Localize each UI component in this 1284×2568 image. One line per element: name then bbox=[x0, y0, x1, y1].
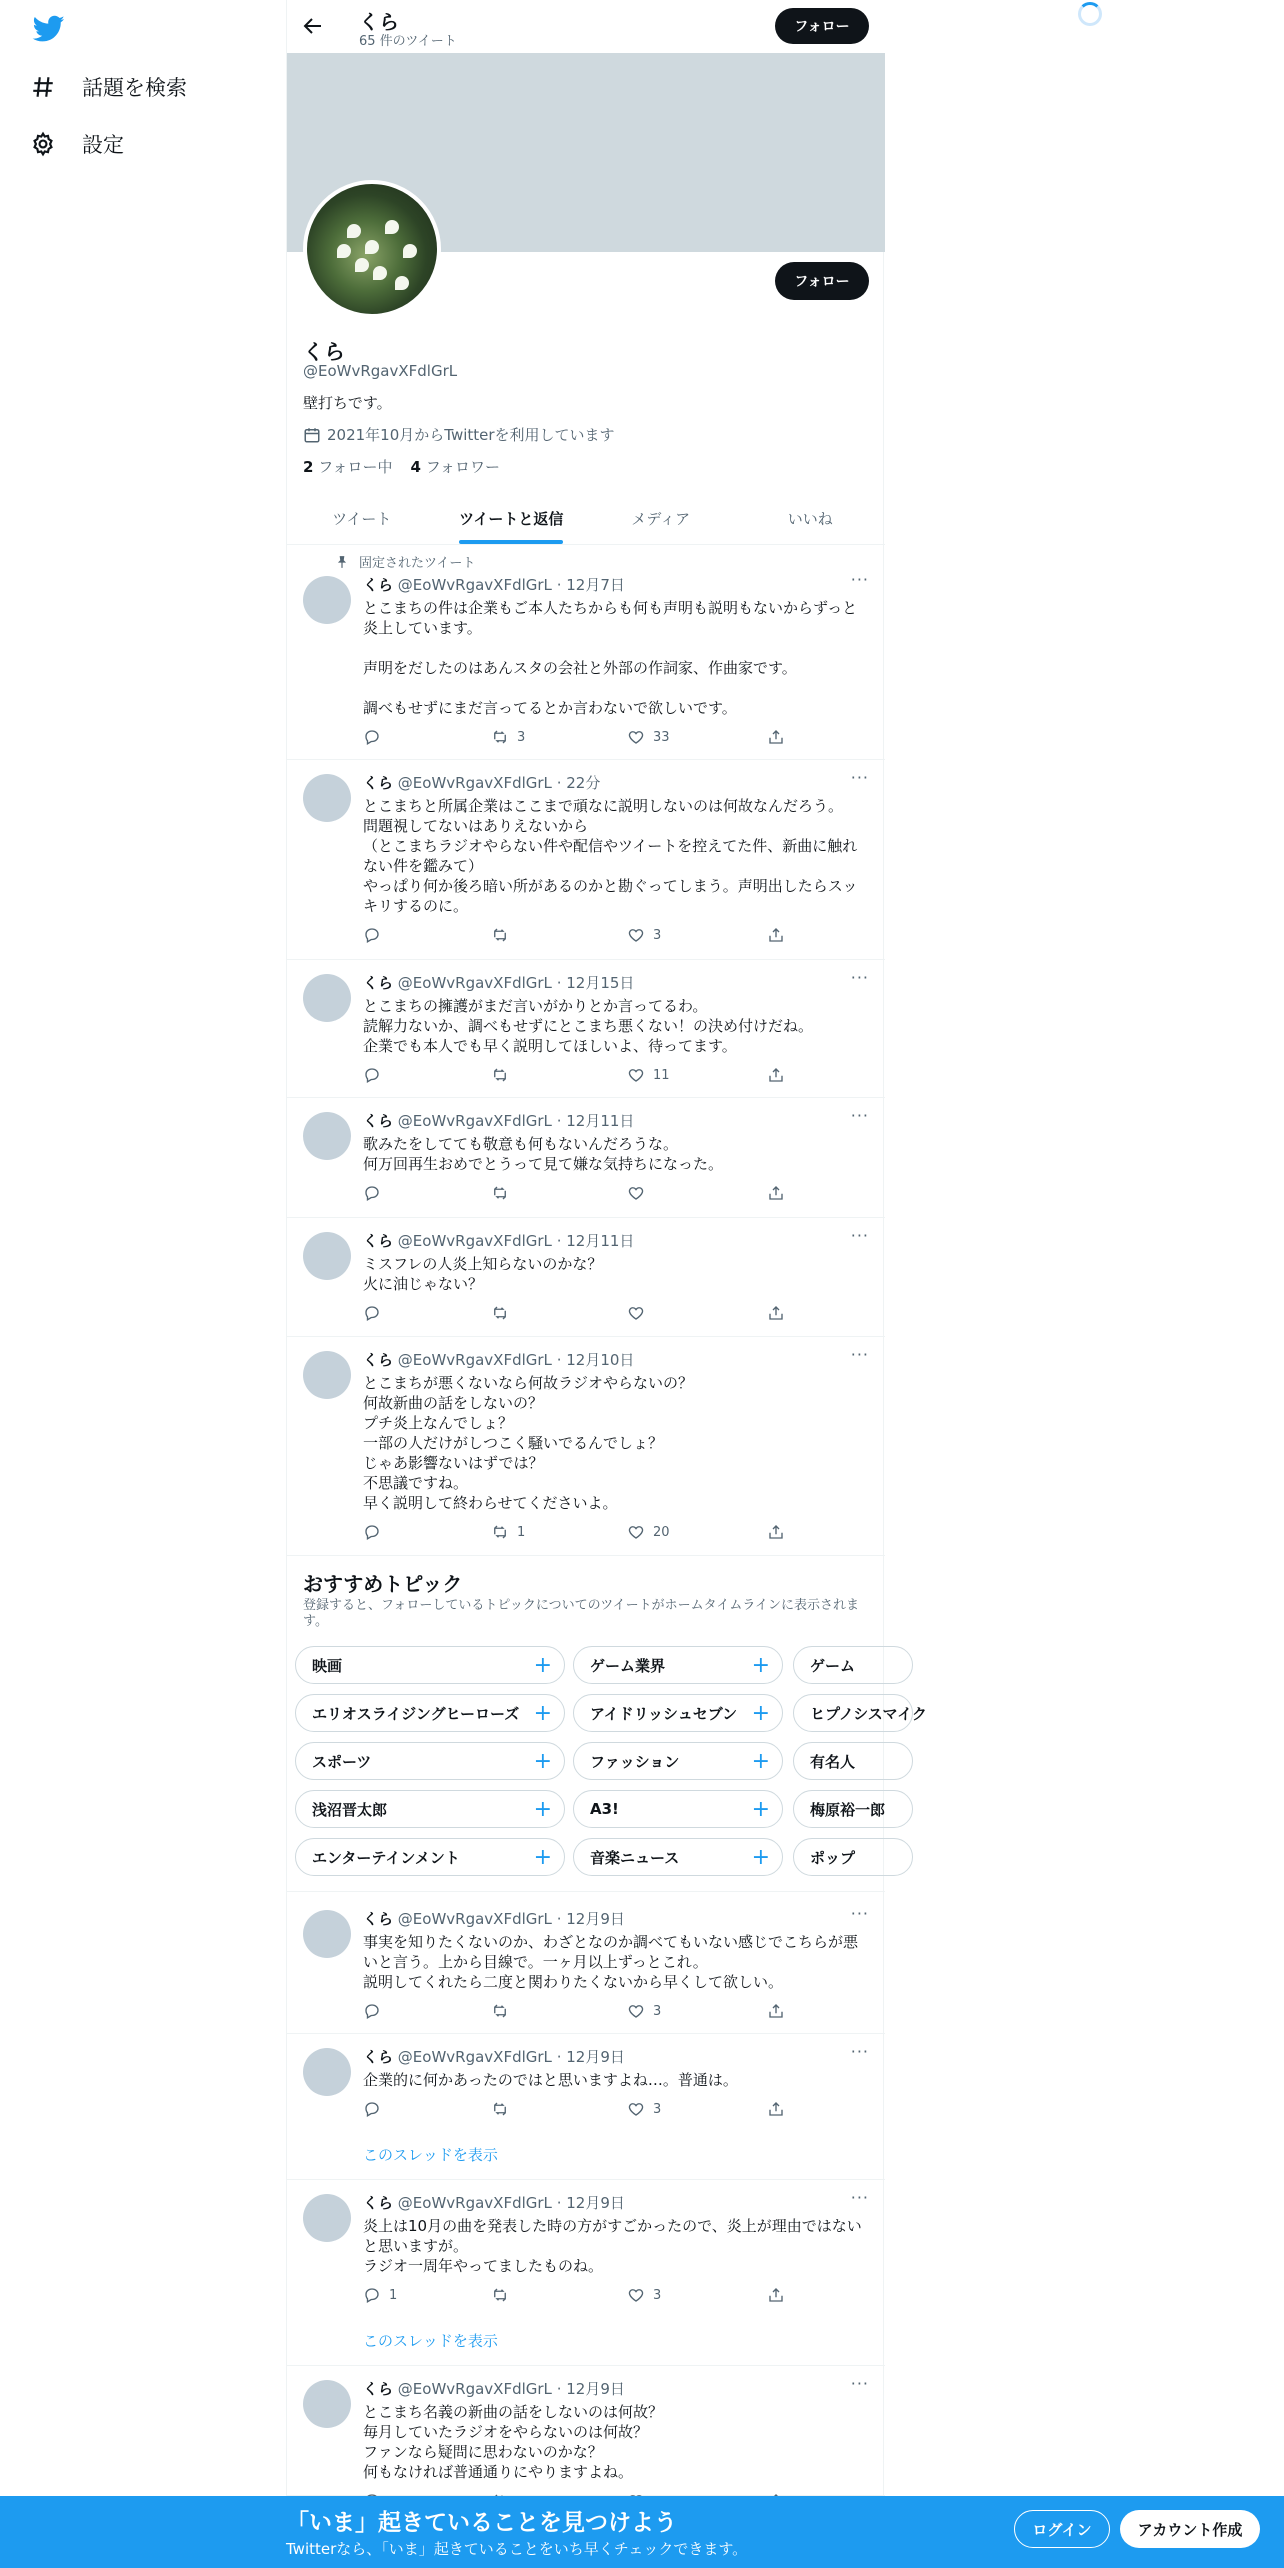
tweet-actions bbox=[363, 2286, 793, 2306]
tweet-header: くら @EoWvRgavXFdlGrL · 12月9日 bbox=[363, 1910, 625, 1928]
plus-icon: + bbox=[533, 1652, 552, 1678]
reply-button[interactable] bbox=[363, 926, 389, 944]
tweet-author-name[interactable]: くら bbox=[363, 1910, 394, 1928]
like-count: 11 bbox=[653, 1067, 670, 1083]
retweet-button[interactable] bbox=[491, 728, 525, 746]
followers-link[interactable] bbox=[410, 456, 499, 477]
tweet-header: くら @EoWvRgavXFdlGrL · 12月15日 bbox=[363, 974, 635, 992]
reply-icon bbox=[363, 1523, 381, 1541]
nav-settings[interactable] bbox=[30, 119, 124, 169]
topic-chip[interactable] bbox=[295, 1694, 565, 1732]
profile-joined-text: 2021年10月からTwitterを利用しています bbox=[327, 426, 615, 444]
reply-icon bbox=[363, 728, 381, 746]
topic-chip-label: 有名人 bbox=[810, 1752, 856, 1771]
tweet-actions bbox=[363, 1523, 793, 1543]
reply-icon bbox=[363, 1184, 381, 1202]
banner-title: 「いま」起きていることを見つけよう bbox=[286, 2510, 677, 2536]
heart-icon bbox=[627, 1523, 645, 1541]
plus-icon: + bbox=[751, 1700, 770, 1726]
tweet-avatar[interactable] bbox=[303, 1351, 351, 1399]
topic-chip-label: スポーツ bbox=[312, 1752, 372, 1771]
retweet-icon bbox=[491, 926, 509, 944]
like-button[interactable] bbox=[627, 1066, 670, 1084]
tweet-author-handle[interactable]: @EoWvRgavXFdlGrL bbox=[397, 2380, 552, 2398]
tweet-actions bbox=[363, 926, 793, 946]
topic-chip[interactable] bbox=[793, 1742, 913, 1780]
retweet-icon bbox=[491, 1304, 509, 1322]
like-button[interactable] bbox=[627, 2286, 661, 2304]
retweet-button[interactable] bbox=[491, 1523, 525, 1541]
reply-icon bbox=[363, 1304, 381, 1322]
topic-chip-label: ゲーム業界 bbox=[590, 1656, 666, 1675]
topic-chip[interactable] bbox=[573, 1742, 783, 1780]
hashtag-icon bbox=[30, 74, 56, 100]
heart-icon bbox=[627, 2002, 645, 2020]
tweet-author-name[interactable]: くら bbox=[363, 1351, 394, 1369]
tweet-author-name[interactable]: くら bbox=[363, 974, 394, 992]
topic-chip[interactable] bbox=[573, 1646, 783, 1684]
tweet-author-handle[interactable]: @EoWvRgavXFdlGrL bbox=[397, 2194, 552, 2212]
tweet-author-name[interactable]: くら bbox=[363, 774, 394, 792]
tweet-author-handle[interactable]: @EoWvRgavXFdlGrL bbox=[397, 1112, 552, 1130]
profile-header-bar bbox=[287, 0, 885, 53]
gear-icon bbox=[30, 131, 56, 157]
tweet-time[interactable]: 12月11日 bbox=[566, 1232, 635, 1250]
tweet-actions bbox=[363, 2002, 793, 2022]
topics-title: おすすめトピック bbox=[303, 1572, 463, 1596]
tweet-avatar[interactable] bbox=[303, 2048, 351, 2096]
topic-chip[interactable] bbox=[295, 1790, 565, 1828]
tweet-time[interactable]: 12月15日 bbox=[566, 974, 635, 992]
tweet-header: くら @EoWvRgavXFdlGrL · 12月11日 bbox=[363, 1232, 635, 1250]
tweet-author-handle[interactable]: @EoWvRgavXFdlGrL bbox=[397, 774, 552, 792]
tweet-actions bbox=[363, 1066, 793, 1086]
share-button[interactable] bbox=[767, 1523, 785, 1541]
tweet-time[interactable]: 12月9日 bbox=[566, 2194, 625, 2212]
topic-chip[interactable] bbox=[793, 1790, 913, 1828]
tweet-avatar[interactable] bbox=[303, 2380, 351, 2428]
share-button[interactable] bbox=[767, 1304, 785, 1322]
like-count: 3 bbox=[653, 2003, 662, 2019]
following-count: 2 bbox=[303, 458, 314, 476]
share-icon bbox=[767, 1304, 785, 1322]
tweet-header: くら @EoWvRgavXFdlGrL · 22分 bbox=[363, 774, 601, 792]
topic-chip[interactable] bbox=[573, 1838, 783, 1876]
show-thread-link[interactable]: このスレッドを表示 bbox=[363, 2146, 498, 2164]
tweet[interactable] bbox=[287, 2034, 885, 2180]
topic-chip-label: ポップ bbox=[810, 1848, 856, 1867]
like-count: 3 bbox=[653, 927, 662, 943]
topic-chip[interactable] bbox=[793, 1838, 913, 1876]
tweet-time[interactable]: 22分 bbox=[566, 774, 601, 792]
header-name: くら bbox=[359, 10, 399, 34]
tweet-header: くら @EoWvRgavXFdlGrL · 12月7日 bbox=[363, 576, 625, 594]
share-icon bbox=[767, 1184, 785, 1202]
tweet-header: くら @EoWvRgavXFdlGrL · 12月9日 bbox=[363, 2194, 625, 2212]
topic-chip-label: エンターテインメント bbox=[312, 1848, 460, 1867]
share-icon bbox=[767, 1523, 785, 1541]
tab-tweets[interactable]: ツイート bbox=[332, 509, 392, 528]
nav-settings-label: 設定 bbox=[82, 133, 124, 157]
tweet-text: とこまちの擁護がまだ言いがかりとか言ってるわ。 読解力ないか、調べもせずにとこまち悪くない！の決め付けだね。 企業でも本人でも早く説明してほしいよ、待ってます。 bbox=[363, 997, 814, 1055]
heart-icon bbox=[627, 2286, 645, 2304]
share-button[interactable] bbox=[767, 2002, 785, 2020]
share-icon bbox=[767, 926, 785, 944]
tweet-actions bbox=[363, 2100, 793, 2120]
more-icon[interactable]: ··· bbox=[850, 1106, 869, 1125]
share-icon bbox=[767, 1066, 785, 1084]
reply-button[interactable] bbox=[363, 1304, 389, 1322]
tweet[interactable] bbox=[287, 960, 885, 1098]
tweet-avatar[interactable] bbox=[303, 576, 351, 624]
tweet-avatar[interactable] bbox=[303, 1112, 351, 1160]
retweet-icon bbox=[491, 2100, 509, 2118]
loading-spinner-icon bbox=[1078, 2, 1102, 26]
recommended-topics bbox=[287, 1556, 927, 1892]
share-icon bbox=[767, 2100, 785, 2118]
tweet[interactable] bbox=[287, 1896, 885, 2034]
tweet-header: くら @EoWvRgavXFdlGrL · 12月10日 bbox=[363, 1351, 635, 1369]
topic-chip-label: 浅沼晋太郎 bbox=[312, 1800, 388, 1819]
plus-icon: + bbox=[533, 1796, 552, 1822]
tweet-time[interactable]: 12月10日 bbox=[566, 1351, 635, 1369]
like-button[interactable] bbox=[627, 1523, 670, 1541]
reply-icon bbox=[363, 2100, 381, 2118]
reply-button[interactable] bbox=[363, 1523, 389, 1541]
tweet-author-handle[interactable]: @EoWvRgavXFdlGrL bbox=[397, 2048, 552, 2066]
share-icon bbox=[767, 2002, 785, 2020]
tweet-actions bbox=[363, 1184, 793, 1204]
tab-likes[interactable]: いいね bbox=[787, 509, 833, 528]
like-button[interactable] bbox=[627, 1304, 653, 1322]
more-icon[interactable]: ··· bbox=[850, 768, 869, 787]
tab-media[interactable]: メディア bbox=[631, 509, 691, 528]
heart-icon bbox=[627, 728, 645, 746]
tweet[interactable] bbox=[287, 2180, 885, 2366]
plus-icon: + bbox=[751, 1796, 770, 1822]
topic-chip-label: ファッション bbox=[590, 1752, 680, 1771]
retweet-button[interactable] bbox=[491, 1184, 517, 1202]
tweet-text: とこまちと所属企業はここまで頑なに説明しないのは何故なんだろう。 問題視してないはありえないから （とこまちラジオやらない件や配信やツイートを控えてた件、新曲に触れない件を鑑みて） やっぱり何か後ろ暗い所があるのかと勘ぐってしまう。声明出したらスッキリするのに。 bbox=[363, 797, 858, 915]
tweet[interactable] bbox=[287, 2366, 885, 2496]
more-icon[interactable]: ··· bbox=[850, 1904, 869, 1923]
following-link[interactable] bbox=[303, 456, 392, 477]
following-label: フォロー中 bbox=[318, 458, 393, 476]
tweet-text: とこまちの件は企業もご本人たちからも何も声明も説明もないからずっと炎上しています。 声明をだしたのはあんスタの会社と外部の作詞家、作曲家です。 調べもせずにまだ言ってるとか言わないで欲しいです。 bbox=[363, 599, 858, 717]
plus-icon: + bbox=[751, 1652, 770, 1678]
heart-icon bbox=[627, 926, 645, 944]
like-button[interactable] bbox=[627, 1184, 653, 1202]
pinned-label: 固定されたツイート bbox=[359, 556, 476, 571]
tweet-text: 企業的に何かあったのではと思いますよね…。普通は。 bbox=[363, 2071, 738, 2089]
share-button[interactable] bbox=[767, 1066, 785, 1084]
retweet-button[interactable] bbox=[491, 1066, 517, 1084]
retweet-button[interactable] bbox=[491, 2100, 517, 2118]
profile-tabs bbox=[287, 492, 885, 545]
tweet-author-handle[interactable]: @EoWvRgavXFdlGrL bbox=[397, 1910, 552, 1928]
tweet-text: 事実を知りたくないのか、わざとなのか調べてもいない感じでこちらが悪いと言う。上から目線で。一ヶ月以上ずっとこれ。 説明してくれたら二度と関わりたくないから早くして欲しい。 bbox=[363, 1933, 859, 1991]
topic-chip[interactable] bbox=[573, 1694, 783, 1732]
topic-chip[interactable] bbox=[793, 1694, 927, 1732]
reply-button[interactable] bbox=[363, 2002, 389, 2020]
retweet-icon bbox=[491, 2002, 509, 2020]
tweet-author-handle[interactable]: @EoWvRgavXFdlGrL bbox=[397, 974, 552, 992]
topic-chip-label: ヒプノシスマイク bbox=[810, 1704, 927, 1723]
topic-chip[interactable] bbox=[295, 1646, 565, 1684]
retweet-icon bbox=[491, 1066, 509, 1084]
plus-icon: + bbox=[533, 1844, 552, 1870]
like-count: 33 bbox=[653, 729, 670, 745]
reply-icon bbox=[363, 2286, 381, 2304]
topic-chip[interactable] bbox=[295, 1838, 565, 1876]
tweet-avatar[interactable] bbox=[303, 1232, 351, 1280]
retweet-button[interactable] bbox=[491, 2002, 517, 2020]
share-icon bbox=[767, 728, 785, 746]
heart-icon bbox=[627, 1184, 645, 1202]
retweet-button[interactable] bbox=[491, 2286, 517, 2304]
like-button[interactable] bbox=[627, 728, 670, 746]
back-arrow-icon[interactable] bbox=[301, 14, 325, 38]
retweet-button[interactable] bbox=[491, 1304, 517, 1322]
profile-follow-button[interactable]: フォロー bbox=[775, 262, 869, 300]
like-button[interactable] bbox=[627, 2100, 661, 2118]
more-icon[interactable]: ··· bbox=[850, 1345, 869, 1364]
more-icon[interactable]: ··· bbox=[850, 2042, 869, 2061]
tweet-text: 炎上は10月の曲を発表した時の方がすごかったので、炎上が理由ではないと思いますが。 ラジオ一周年やってましたものね。 bbox=[363, 2217, 862, 2275]
tab-tweets-and-replies[interactable]: ツイートと返信 bbox=[437, 492, 587, 544]
tweet-author-name[interactable]: くら bbox=[363, 2194, 394, 2212]
tweet-avatar[interactable] bbox=[303, 974, 351, 1022]
tweet-actions bbox=[363, 1304, 793, 1324]
topic-chip-label: アイドリッシュセブン bbox=[590, 1704, 738, 1723]
profile-handle: @EoWvRgavXFdlGrL bbox=[303, 362, 458, 380]
banner-subtitle: Twitterなら、「いま」起きていることをいち早くチェックできます。 bbox=[286, 2540, 748, 2558]
topic-chip-label: A3! bbox=[590, 1800, 619, 1818]
retweet-count: 3 bbox=[517, 729, 526, 745]
reply-button[interactable] bbox=[363, 728, 389, 746]
tweet-time[interactable]: 12月9日 bbox=[566, 2048, 625, 2066]
header-follow-button[interactable]: フォロー bbox=[775, 8, 869, 44]
more-icon[interactable]: ··· bbox=[850, 968, 869, 987]
tweet-time[interactable]: 12月7日 bbox=[566, 576, 625, 594]
share-button[interactable] bbox=[767, 2100, 785, 2118]
share-icon bbox=[767, 2286, 785, 2304]
topic-chip-label: 音楽ニュース bbox=[590, 1848, 680, 1867]
calendar-icon bbox=[303, 426, 321, 444]
twitter-bird-icon[interactable] bbox=[33, 15, 65, 43]
topic-chip[interactable] bbox=[573, 1790, 783, 1828]
tweet-author-name[interactable]: くら bbox=[363, 1112, 394, 1130]
topic-chip-label: 映画 bbox=[312, 1656, 343, 1675]
followers-label: フォロワー bbox=[425, 458, 500, 476]
signup-button[interactable]: アカウント作成 bbox=[1120, 2510, 1260, 2548]
tweet-avatar[interactable] bbox=[303, 774, 351, 822]
like-count: 3 bbox=[653, 2287, 662, 2303]
plus-icon: + bbox=[533, 1748, 552, 1774]
reply-button[interactable] bbox=[363, 1066, 389, 1084]
like-count: 20 bbox=[653, 1524, 670, 1540]
tweet[interactable] bbox=[287, 1098, 885, 1218]
tweet-author-name[interactable]: くら bbox=[363, 2048, 394, 2066]
topic-chip[interactable] bbox=[295, 1742, 565, 1780]
share-button[interactable] bbox=[767, 1184, 785, 1202]
tweet-author-handle[interactable]: @EoWvRgavXFdlGrL bbox=[397, 1232, 552, 1250]
reply-count: 1 bbox=[389, 2287, 398, 2303]
tweet-avatar[interactable] bbox=[303, 2194, 351, 2242]
share-button[interactable] bbox=[767, 926, 785, 944]
retweet-button[interactable] bbox=[491, 926, 517, 944]
nav-explore-label: 話題を検索 bbox=[82, 76, 187, 100]
topic-chip-label: 梅原裕一郎 bbox=[810, 1800, 886, 1819]
tweet-author-name[interactable]: くら bbox=[363, 576, 394, 594]
reply-button[interactable] bbox=[363, 1184, 389, 1202]
share-button[interactable] bbox=[767, 728, 785, 746]
heart-icon bbox=[627, 2100, 645, 2118]
plus-icon: + bbox=[751, 1844, 770, 1870]
tweet-time[interactable]: 12月11日 bbox=[566, 1112, 635, 1130]
profile-avatar[interactable] bbox=[303, 180, 441, 318]
tweet-author-name[interactable]: くら bbox=[363, 1232, 394, 1250]
reply-button[interactable] bbox=[363, 2286, 397, 2304]
tweet-author-handle[interactable]: @EoWvRgavXFdlGrL bbox=[397, 576, 552, 594]
retweet-icon bbox=[491, 728, 509, 746]
profile-joined bbox=[303, 424, 615, 445]
tweet-author-name[interactable]: くら bbox=[363, 2380, 394, 2398]
tweet[interactable] bbox=[287, 552, 885, 760]
followers-count: 4 bbox=[410, 458, 421, 476]
more-icon[interactable]: ··· bbox=[850, 1226, 869, 1245]
tweet[interactable] bbox=[287, 1218, 885, 1337]
tweet[interactable] bbox=[287, 760, 885, 960]
reply-icon bbox=[363, 2002, 381, 2020]
main-column bbox=[286, 0, 927, 2568]
tweet-actions bbox=[363, 728, 793, 748]
heart-icon bbox=[627, 1304, 645, 1322]
tweet-time[interactable]: 12月9日 bbox=[566, 1910, 625, 1928]
signup-banner bbox=[0, 2496, 1284, 2568]
tweet[interactable] bbox=[287, 1337, 885, 1556]
reply-icon bbox=[363, 926, 381, 944]
header-tweet-count: 65 件のツイート bbox=[359, 34, 457, 49]
left-nav bbox=[0, 0, 286, 2568]
more-icon[interactable]: ··· bbox=[850, 2374, 869, 2393]
show-thread-link[interactable]: このスレッドを表示 bbox=[363, 2332, 498, 2350]
heart-icon bbox=[627, 1066, 645, 1084]
more-icon[interactable]: ··· bbox=[850, 2188, 869, 2207]
plus-icon: + bbox=[751, 1748, 770, 1774]
topic-chip-label: ゲーム bbox=[810, 1656, 856, 1675]
like-count: 3 bbox=[653, 2101, 662, 2117]
retweet-icon bbox=[491, 2286, 509, 2304]
profile-follow-stats bbox=[303, 456, 500, 477]
plus-icon: + bbox=[533, 1700, 552, 1726]
retweet-count: 1 bbox=[517, 1524, 526, 1540]
like-button[interactable] bbox=[627, 2002, 661, 2020]
retweet-icon bbox=[491, 1184, 509, 1202]
retweet-icon bbox=[491, 1523, 509, 1541]
tweet-text: とこまちが悪くないなら何故ラジオやらないの？ 何故新曲の話をしないの？ プチ炎上なんでしょ？ 一部の人だけがしつこく騒いでるんでしょ？ じゃあ影響ないはずでは？ 不思議ですね。 早く説明して終わらせてくださいよ。 bbox=[363, 1374, 694, 1512]
nav-explore[interactable] bbox=[30, 62, 187, 112]
tweet-header: くら @EoWvRgavXFdlGrL · 12月11日 bbox=[363, 1112, 635, 1130]
tweet-text: とこまち名義の新曲の話をしないのは何故？ 毎月していたラジオをやらないのは何故？ ファンなら疑問に思わないのかな？ 何もなければ普通通りにやりますよね。 bbox=[363, 2403, 664, 2481]
tweet-author-handle[interactable]: @EoWvRgavXFdlGrL bbox=[397, 1351, 552, 1369]
share-button[interactable] bbox=[767, 2286, 785, 2304]
more-icon[interactable]: ··· bbox=[850, 570, 869, 589]
tweet-header: くら @EoWvRgavXFdlGrL · 12月9日 bbox=[363, 2048, 625, 2066]
profile-name: くら bbox=[303, 340, 345, 364]
like-button[interactable] bbox=[627, 926, 661, 944]
login-button[interactable]: ログイン bbox=[1014, 2510, 1110, 2548]
tweet-text: 歌みたをしてても敬意も何もないんだろうな。 何万回再生おめでとうって見て嫌な気持ちになった。 bbox=[363, 1135, 724, 1173]
tweet-text: ミスフレの人炎上知らないのかな？ 火に油じゃない？ bbox=[363, 1255, 603, 1293]
tweet-header: くら @EoWvRgavXFdlGrL · 12月9日 bbox=[363, 2380, 625, 2398]
profile-bio: 壁打ちです。 bbox=[303, 394, 392, 412]
reply-icon bbox=[363, 1066, 381, 1084]
topic-chip-label: エリオスライジングヒーローズ bbox=[312, 1704, 520, 1723]
reply-button[interactable] bbox=[363, 2100, 389, 2118]
topics-description: 登録すると、フォローしているトピックについてのツイートがホームタイムラインに表示されます。 bbox=[303, 1598, 860, 1629]
tweet-avatar[interactable] bbox=[303, 1910, 351, 1958]
tweet-time[interactable]: 12月9日 bbox=[566, 2380, 625, 2398]
topic-chip[interactable] bbox=[793, 1646, 913, 1684]
